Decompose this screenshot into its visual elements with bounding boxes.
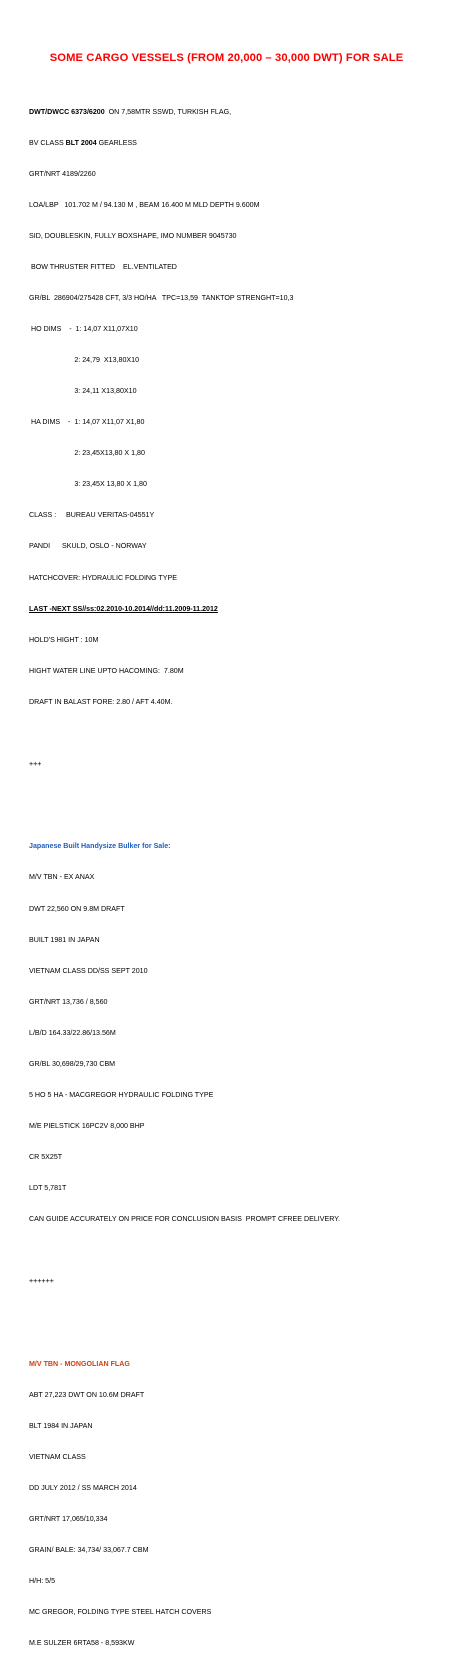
v1-line-4: LOA/LBP 101.702 M / 94.130 M , BEAM 16.400 M MLD DEPTH 9.600M xyxy=(29,201,260,210)
v3-line: H/H: 5/5 xyxy=(29,1576,56,1585)
v1-line-11: HA DIMS - 1: 14,07 X11,07 X1,80 xyxy=(29,418,145,427)
v1-dwt-line xyxy=(29,107,447,117)
v1-line-12: 2: 23,45X13,80 X 1,80 xyxy=(29,449,145,458)
v1-line-15: PANDI SKULD, OSLO - NORWAY xyxy=(29,542,147,551)
spacer xyxy=(29,790,447,800)
v2-line: VIETNAM CLASS DD/SS SEPT 2010 xyxy=(29,966,148,975)
v1-line-20: DRAFT IN BALAST FORE: 2.80 / AFT 4.40M. xyxy=(29,697,173,706)
v1-line-5: SID, DOUBLESKIN, FULLY BOXSHAPE, IMO NUMBER 9045730 xyxy=(29,232,237,241)
spacer xyxy=(29,1245,447,1255)
v3-line: BLT 1984 IN JAPAN xyxy=(29,1421,93,1430)
v2-heading: Japanese Built Handysize Bulker for Sale: xyxy=(29,842,171,851)
separator-1: +++ xyxy=(29,759,42,768)
v2-line: 5 HO 5 HA - MACGREGOR HYDRAULIC FOLDING TYPE xyxy=(29,1090,214,1099)
v1-line-16: HATCHCOVER: HYDRAULIC FOLDING TYPE xyxy=(29,573,177,582)
v2-line: L/B/D 164.33/22.86/13.56M xyxy=(29,1028,116,1037)
v2-line: BUILT 1981 IN JAPAN xyxy=(29,935,100,944)
page-title: SOME CARGO VESSELS (FROM 20,000 – 30,000 DWT) FOR SALE xyxy=(49,52,404,64)
v3-line: M.E SULZER 6RTA58 - 8,593KW xyxy=(29,1638,135,1647)
v1-built-bold: BLT 2004 xyxy=(65,139,97,148)
v2-line: GRT/NRT 13,736 / 8,560 xyxy=(29,997,108,1006)
v1-line-13: 3: 23,45X 13,80 X 1,80 xyxy=(29,480,147,489)
v1-line-14: CLASS : BUREAU VERITAS-04551Y xyxy=(29,511,155,520)
v1-class-rest: GEARLESS xyxy=(96,139,137,148)
v1-class-line xyxy=(29,138,447,148)
v2-line: CR 5X25T xyxy=(29,1152,63,1161)
v3-line: MC GREGOR, FOLDING TYPE STEEL HATCH COVERS xyxy=(29,1607,212,1616)
v2-line: M/V TBN - EX ANAX xyxy=(29,873,95,882)
v1-line-18: HOLD'S HIGHT : 10M xyxy=(29,635,99,644)
v1-line-3: GRT/NRT 4189/2260 xyxy=(29,170,96,179)
spacer xyxy=(29,1307,447,1317)
v2-line: LDT 5,781T xyxy=(29,1183,67,1192)
v1-survey-line: LAST -NEXT SS//ss:02.2010-10.2014//dd:11.2009-11.2012 xyxy=(29,604,218,613)
v3-line: GRAIN/ BALE: 34,734/ 33,067.7 CBM xyxy=(29,1545,149,1554)
v3-line: ABT 27,223 DWT ON 10.6M DRAFT xyxy=(29,1390,145,1399)
v1-line-10: 3: 24,11 X13,80X10 xyxy=(29,387,137,396)
v2-line: CAN GUIDE ACCURATELY ON PRICE FOR CONCLUSION BASIS PROMPT CFREE DELIVERY. xyxy=(29,1214,341,1223)
v3-heading: M/V TBN - MONGOLIAN FLAG xyxy=(29,1359,130,1368)
v2-line: M/E PIELSTICK 16PC2V 8,000 BHP xyxy=(29,1121,145,1130)
v1-line-7: GR/BL 286904/275428 CFT, 3/3 HO/HA TPC=13,59 TANKTOP STRENGHT=10,3 xyxy=(29,294,294,303)
v3-line: GRT/NRT 17,065/10,334 xyxy=(29,1514,108,1523)
v1-dwt-bold: DWT/DWCC 6373/6200 xyxy=(29,108,105,117)
v2-line: DWT 22,560 ON 9.8M DRAFT xyxy=(29,904,125,913)
v1-line-6: BOW THRUSTER FITTED EL.VENTILATED xyxy=(29,263,177,272)
v3-line: VIETNAM CLASS xyxy=(29,1452,86,1461)
v3-line: DD JULY 2012 / SS MARCH 2014 xyxy=(29,1483,137,1492)
separator-2: ++++++ xyxy=(29,1276,54,1285)
document-body xyxy=(29,76,447,1669)
v1-class-a: BV CLASS xyxy=(29,139,66,148)
v1-line-19: HIGHT WATER LINE UPTO HACOMING: 7.80M xyxy=(29,666,184,675)
v2-line: GR/BL 30,698/29,730 CBM xyxy=(29,1059,116,1068)
v1-dwt-rest: ON 7,58MTR SSWD, TURKISH FLAG, xyxy=(104,108,232,117)
v1-line-8: HO DIMS - 1: 14,07 X11,07X10 xyxy=(29,325,138,334)
spacer xyxy=(29,728,447,738)
v1-line-9: 2: 24,79 X13,80X10 xyxy=(29,356,140,365)
